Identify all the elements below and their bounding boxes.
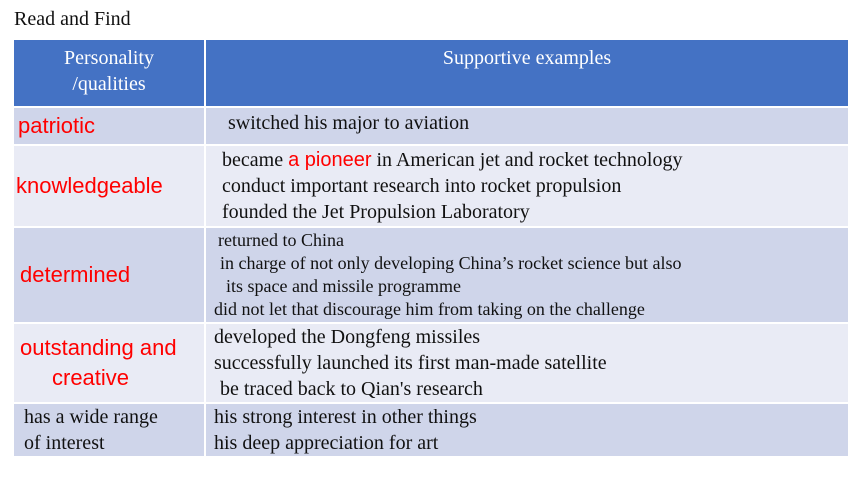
table-row [13,227,849,323]
quality-cell [13,403,205,457]
table-row [13,107,849,145]
example-line: conduct important research into rocket propulsion [222,175,622,197]
example-text: became [222,149,289,171]
header-personality-line: /qualities [72,73,146,95]
example-line: be traced back to Qian's research [220,378,483,400]
example-line: successfully launched its first man-made satellite [214,352,607,374]
examples-cell [205,145,849,227]
example-line: its space and missile programme [226,276,461,296]
header-personality-line: Personality [64,47,154,69]
header-examples [205,39,849,107]
quality-label: outstanding and [20,335,177,360]
example-line: returned to China [218,230,344,250]
quality-cell [13,107,205,145]
table-header-row [13,39,849,107]
example-line: switched his major to aviation [228,112,470,134]
example-line [222,147,848,173]
example-line: in charge of not only developing China’s rocket science but also [220,253,682,273]
example-text: in American jet and rocket technology [371,149,683,171]
examples-cell [205,323,849,403]
quality-label: creative [52,365,130,390]
example-line: did not let that discourage him from taking on the challenge [214,299,645,319]
quality-cell [13,145,205,227]
qualities-table [12,38,850,458]
slide-title: Read and Find [14,8,131,30]
quality-label: determined [20,262,131,287]
example-line: his strong interest in other things [214,406,477,428]
quality-label: patriotic [18,113,96,138]
example-line: developed the Dongfeng missiles [214,326,481,348]
examples-cell [205,227,849,323]
table-row [13,323,849,403]
examples-cell [205,107,849,145]
quality-cell [13,227,205,323]
example-line: founded the Jet Propulsion Laboratory [222,201,530,223]
header-personality [13,39,205,107]
table-row [13,403,849,457]
table-row [13,145,849,227]
quality-cell [13,323,205,403]
quality-label: knowledgeable [16,173,163,198]
quality-label: has a wide range [24,406,158,428]
quality-label: of interest [24,432,105,454]
header-examples-label: Supportive examples [442,47,612,69]
examples-cell [205,403,849,457]
example-highlight: a pioneer [288,149,372,171]
example-line: his deep appreciation for art [214,432,439,454]
